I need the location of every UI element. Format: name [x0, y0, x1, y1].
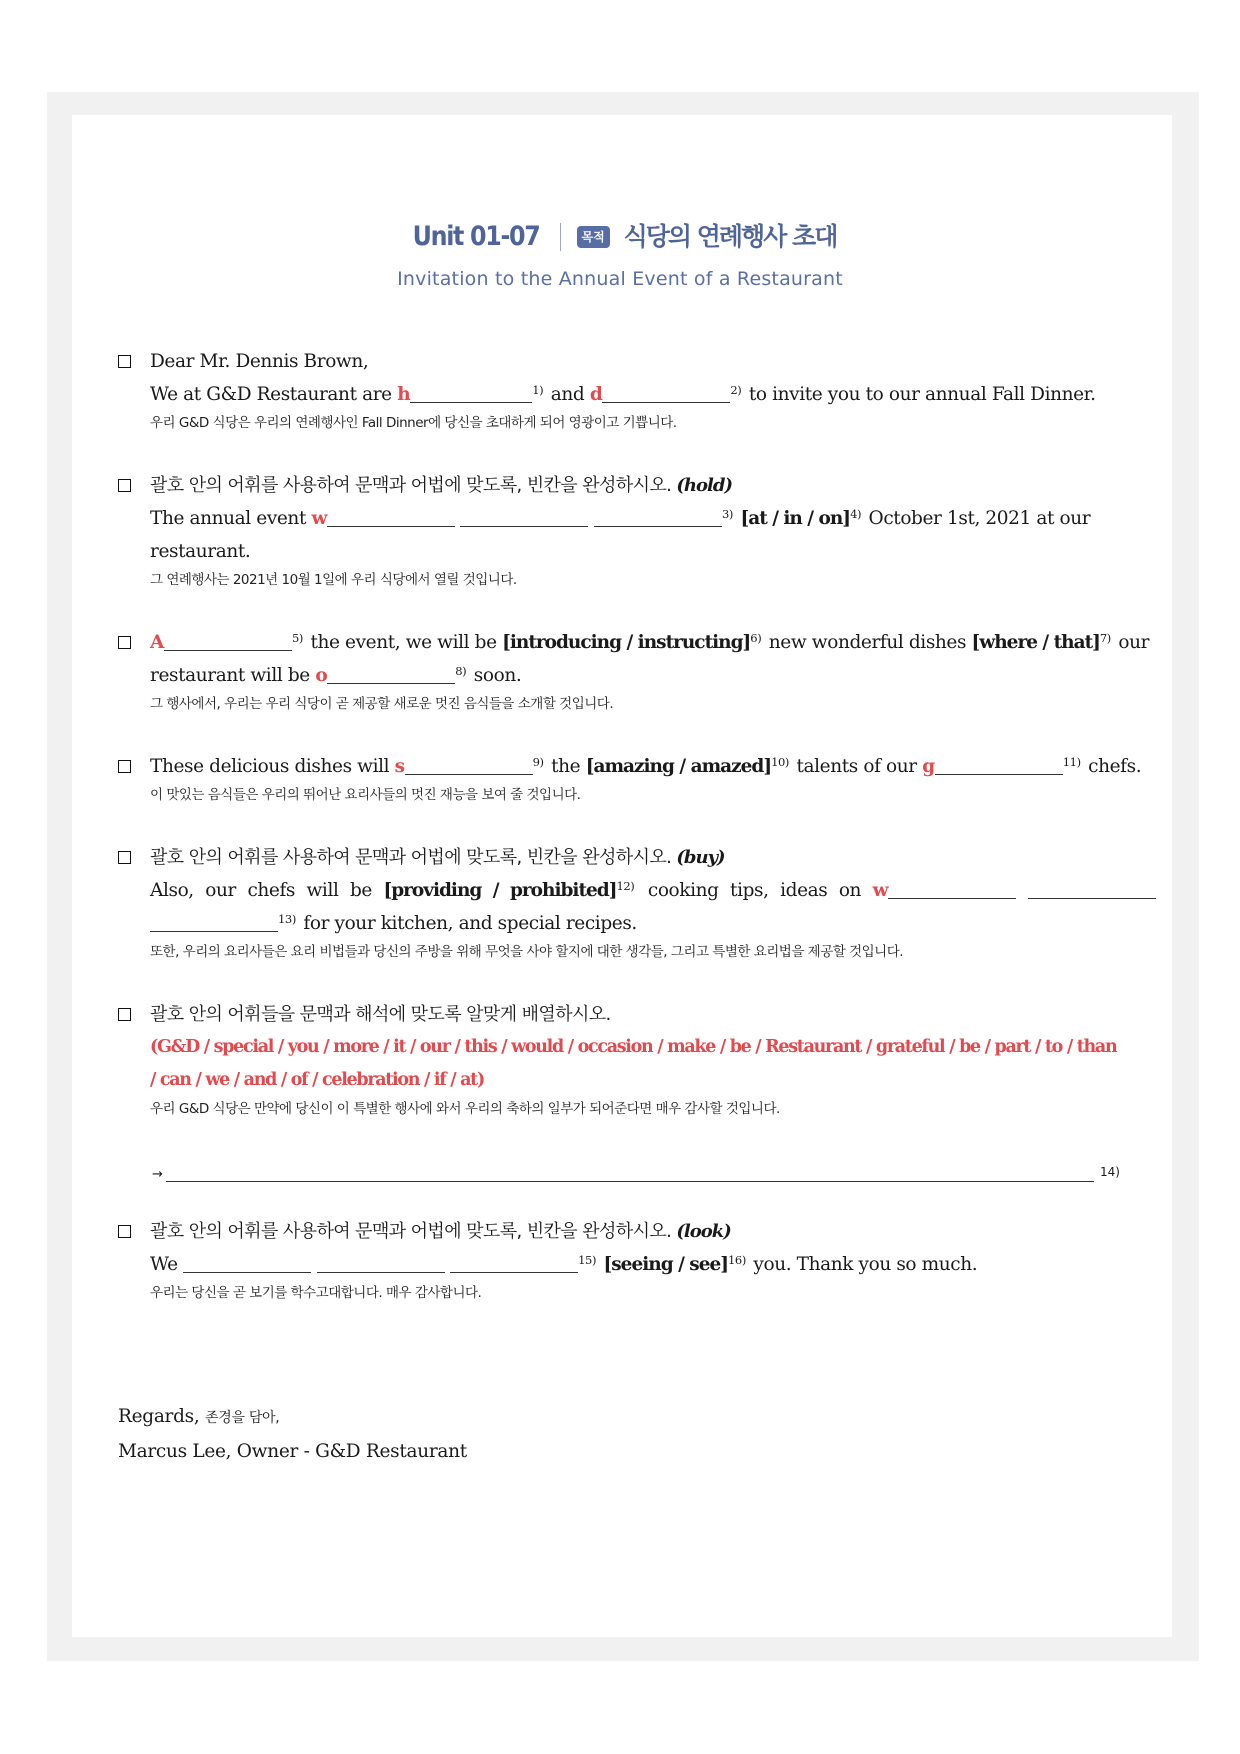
translation: 우리 G&D 식당은 만약에 당신이 이 특별한 행사에 와서 우리의 축하의 일부가 되어준다면 매우 감사할 것입니다. — [150, 1101, 780, 1117]
blank-number: 13) — [278, 912, 296, 926]
blank-number: 5) — [291, 631, 303, 645]
translation: 또한, 우리의 요리사들은 요리 비법들과 당신의 주방을 위해 무엇을 사야 할지에 대한 생각들, 그리고 특별한 요리법을 제공할 것입니다. — [150, 944, 904, 960]
blank-number: 14) — [1100, 1165, 1120, 1179]
blank-number: 8) — [455, 664, 467, 678]
blank-15c[interactable] — [450, 1253, 578, 1273]
blank-number: 1) — [532, 383, 544, 397]
blank-13a[interactable] — [888, 879, 1016, 899]
sentence-5-cont: $^{13)}$ for your kitchen, and special recipes. — [150, 907, 1128, 940]
blank-1[interactable] — [410, 383, 532, 403]
answer-row — [150, 1161, 1128, 1191]
sentence-7: We $^{15)}$ [seeing / see]$^{16)}$ you. Thank you so much. — [150, 1253, 978, 1275]
arrow-icon: → — [152, 1167, 163, 1182]
hint-letter: d — [589, 384, 603, 405]
hint-letter: A — [150, 632, 164, 653]
choice-bracket[interactable]: [providing / prohibited] — [383, 880, 617, 901]
unit-label: Unit 01-07 — [412, 220, 540, 252]
closing — [118, 1400, 467, 1468]
blank-number: 2) — [730, 383, 742, 397]
section-2 — [118, 469, 1128, 592]
keyword: (buy) — [676, 847, 725, 868]
blank-number: 6) — [750, 631, 762, 645]
translation: 우리 G&D 식당은 우리의 연례행사인 Fall Dinner에 당신을 초대하게 되어 영광이고 기쁩니다. — [150, 415, 677, 431]
instruction: 괄호 안의 어휘를 사용하여 문맥과 어법에 맞도록, 빈칸을 완성하시오. (look) — [150, 1221, 731, 1242]
blank-11[interactable] — [935, 755, 1063, 775]
blank-13c[interactable] — [150, 912, 278, 932]
blank-8[interactable] — [327, 664, 455, 684]
sentence-4: These delicious dishes will s $^{9)}$ the [amazing / amazed]$^{10)}$ talents of our g $^{11)}$ chefs. — [150, 755, 1142, 777]
letter-body — [118, 345, 1150, 1305]
blank-13b[interactable] — [1028, 879, 1156, 899]
keyword: (hold) — [676, 475, 732, 496]
checkbox-icon[interactable] — [118, 1008, 131, 1021]
blank-3a[interactable] — [327, 507, 455, 527]
blank-2[interactable] — [602, 383, 730, 403]
checkbox-icon[interactable] — [118, 1225, 131, 1238]
blank-number: 12) — [616, 879, 635, 893]
checkbox-icon[interactable] — [118, 636, 131, 649]
hint-letter: g — [922, 756, 935, 777]
blank-number: 9) — [532, 755, 544, 769]
section-7 — [118, 1215, 1128, 1305]
translation: 그 연례행사는 2021년 10월 1일에 우리 식당에서 열릴 것입니다. — [150, 572, 517, 588]
sentence-3: A $^{5)}$ the event, we will be [introducing / instructing]$^{6)}$ new wonderful dishes [where / that]$^{7)}$ our — [150, 631, 1150, 653]
instruction: 괄호 안의 어휘를 사용하여 문맥과 어법에 맞도록, 빈칸을 완성하시오. (hold) — [150, 475, 732, 496]
blank-number: 7) — [1099, 631, 1111, 645]
section-6 — [118, 998, 1128, 1191]
section-1 — [118, 345, 1128, 435]
blank-number: 15) — [578, 1253, 597, 1267]
translation: 우리는 당신을 곧 보기를 학수고대합니다. 매우 감사합니다. — [150, 1285, 482, 1301]
choice-bracket[interactable]: [amazing / amazed] — [585, 756, 772, 777]
hint-letter: h — [397, 384, 411, 405]
translation: 이 맛있는 음식들은 우리의 뛰어난 요리사들의 멋진 재능을 보여 줄 것입니다. — [150, 787, 581, 803]
greeting: Dear Mr. Dennis Brown, — [150, 351, 369, 372]
regards-line: Regards, 존경을 담아, — [118, 1406, 280, 1427]
page-subtitle: Invitation to the Annual Event of a Restaurant — [397, 268, 843, 290]
title-divider — [560, 223, 561, 251]
blank-3b[interactable] — [460, 507, 588, 527]
section-3 — [118, 626, 1150, 716]
checkbox-icon[interactable] — [118, 355, 131, 368]
section-4 — [118, 750, 1142, 807]
hint-letter: s — [394, 756, 405, 777]
choice-bracket[interactable]: [seeing / see] — [603, 1254, 728, 1275]
blank-15a[interactable] — [183, 1253, 311, 1273]
blank-number: 4) — [850, 507, 862, 521]
blank-5[interactable] — [164, 631, 292, 651]
hint-letter: w — [311, 508, 327, 529]
checkbox-icon[interactable] — [118, 851, 131, 864]
section-5 — [118, 841, 1128, 964]
sentence-5: Also, our chefs will be [providing / prohibited]$^{12)}$ cooking tips, ideas on w — [150, 874, 1128, 907]
page-title — [0, 218, 1240, 255]
hint-letter: w — [872, 880, 889, 901]
blank-number: 3) — [721, 507, 733, 521]
title-korean: 식당의 연례행사 초대 — [623, 221, 837, 251]
translation: 그 행사에서, 우리는 우리 식당이 곧 제공할 새로운 멋진 음식들을 소개할 것입니다. — [150, 696, 614, 712]
sentence-1: We at G&D Restaurant are h $^{1)}$ and d $^{2)}$ to invite you to our annual Fall Dinner. — [150, 383, 1096, 405]
sentence-3-cont: restaurant will be o $^{8)}$ soon. — [150, 664, 522, 686]
answer-line-14[interactable] — [166, 1181, 1094, 1182]
choice-bracket[interactable]: [where / that] — [971, 632, 1100, 653]
blank-9[interactable] — [405, 755, 533, 775]
checkbox-icon[interactable] — [118, 760, 131, 773]
choice-bracket[interactable]: [introducing / instructing] — [502, 632, 751, 653]
instruction: 괄호 안의 어휘를 사용하여 문맥과 어법에 맞도록, 빈칸을 완성하시오. (buy) — [150, 847, 725, 868]
word-bank-line-1: (G&D / special / you / more / it / our / this / would / occasion / make / be / Restaurant / grateful / be / part / to / than — [150, 1037, 1117, 1057]
blank-number: 16) — [728, 1253, 746, 1267]
signature: Marcus Lee, Owner - G&D Restaurant — [118, 1441, 467, 1462]
instruction: 괄호 안의 어휘들을 문맥과 해석에 맞도록 알맞게 배열하시오. — [150, 1004, 611, 1025]
blank-3c[interactable] — [594, 507, 722, 527]
sentence-2: The annual event w $^{3)}$ [at / in / on]$^{4)}$ October 1st, 2021 at our — [150, 507, 1091, 529]
keyword: (look) — [676, 1221, 731, 1242]
blank-number: 10) — [771, 755, 790, 769]
regards-korean: 존경을 담아, — [205, 1410, 280, 1426]
blank-15b[interactable] — [317, 1253, 445, 1273]
purpose-badge: 목적 — [577, 226, 610, 248]
checkbox-icon[interactable] — [118, 479, 131, 492]
choice-bracket[interactable]: [at / in / on] — [740, 508, 851, 529]
word-bank-line-2: / can / we / and / of / celebration / if / at) — [150, 1070, 484, 1090]
sentence-2-cont: restaurant. — [150, 541, 251, 562]
blank-number: 11) — [1062, 755, 1081, 769]
hint-letter: o — [315, 665, 328, 686]
